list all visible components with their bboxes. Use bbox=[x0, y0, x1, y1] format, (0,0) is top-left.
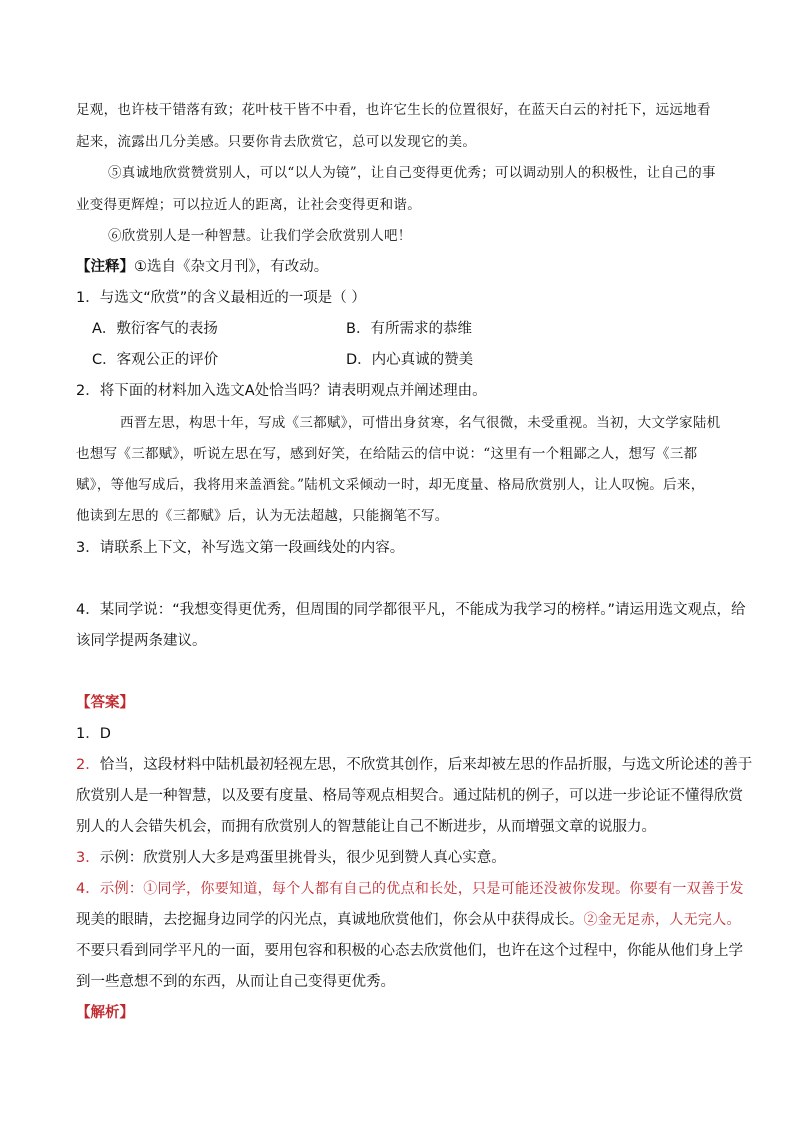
note bbox=[76, 260, 328, 275]
question-1-option-a: A．敷衍客气的表扬 bbox=[92, 321, 218, 337]
question-3-stem: 3．请联系上下文，补写选文第一段画线处的内容。 bbox=[76, 540, 405, 556]
question-1-option-c: C．客观公正的评价 bbox=[92, 352, 219, 368]
answer-2-line-1 bbox=[76, 758, 752, 773]
answer-2-line-3: 别人的人会错失机会，而拥有欣赏别人的智慧能让自己不断进步，从而增强文章的说服力。 bbox=[76, 819, 656, 835]
analysis-heading: 【解析】 bbox=[76, 1005, 134, 1021]
question-1-option-d: D．内心真诚的赞美 bbox=[346, 352, 474, 368]
question-4-stem-line-1: 4．某同学说：“我想变得更优秀，但周围的同学都很平凡，不能成为我学习的榜样。”请运用选文观点，给 bbox=[76, 602, 746, 618]
answer-2-number: 2． bbox=[76, 757, 100, 773]
question-2-stem: 2．将下面的材料加入选文A处恰当吗？请表明观点并阐述理由。 bbox=[76, 383, 487, 399]
answer-4-line-2-text: 现美的眼睛，去挖掘身边同学的闪光点，真诚地欣赏他们，你会从中获得成长。 bbox=[76, 912, 584, 928]
answer-4-line-4: 到一些意想不到的东西，从而让自己变得更优秀。 bbox=[76, 974, 395, 990]
question-2-material-line-3: 赋》，等他写成后，我将用来盖酒瓮。”陆机文采倾动一时，却无度量、格局欣赏别人，让人叹惋。后来， bbox=[76, 477, 705, 493]
question-2-material-line-1: 西晋左思，构思十年，写成《三都赋》，可惜出身贫寒，名气很微，未受重视。当初，大文学家陆机 bbox=[120, 415, 721, 431]
question-1-stem: 1．与选文“欣赏”的含义最相近的一项是（ ） bbox=[76, 290, 366, 306]
answer-1: 1．D bbox=[76, 726, 111, 742]
answer-4-line-1-text: ①同学，你要知道，每个人都有自己的优点和长处，只是可能还没被你发现。你要有一双善于发 bbox=[143, 881, 744, 897]
question-2-material-line-4: 他读到左思的《三都赋》后，认为无法超越，只能搁笔不写。 bbox=[76, 508, 449, 524]
question-2-material-line-2: 也想写《三都赋》，听说左思在写，感到好笑，在给陆云的信中说：“这里有一个粗鄙之人，想写《三都 bbox=[76, 446, 698, 462]
passage-paragraph-6: ⑥欣赏别人是一种智慧。让我们学会欣赏别人吧！ bbox=[108, 228, 412, 244]
answer-3-text: 示例：欣赏别人大多是鸡蛋里挑骨头，很少见到赞人真心实意。 bbox=[99, 850, 506, 866]
passage-paragraph-5-line-1: ⑤真诚地欣赏赞赏别人，可以“以人为镜”，让自己变得更优秀；可以调动别人的积极性，让自己的事 bbox=[108, 165, 716, 181]
answer-4-line-1 bbox=[76, 882, 744, 897]
note-text: ①选自《杂文月刊》，有改动。 bbox=[134, 259, 329, 275]
passage-paragraph-5-line-2: 业变得更辉煌；可以拉近人的距离，让社会变得更和谐。 bbox=[76, 197, 421, 213]
passage-paragraph-4-line-1: 足观，也许枝干错落有致；花叶枝干皆不中看，也许它生长的位置很好，在蓝天白云的衬托下，远远地看 bbox=[76, 102, 711, 118]
answer-4-line-2 bbox=[76, 913, 741, 928]
answer-4-prefix: 4．示例： bbox=[76, 881, 144, 897]
question-1-option-b: B．有所需求的恭维 bbox=[346, 321, 472, 337]
answer-2-line-2: 欣赏别人是一种智慧，以及要有度量、格局等观点相契合。通过陆机的例子，可以进一步论证不懂得欣赏 bbox=[76, 788, 743, 804]
answer-2-line-1-text: 恰当，这段材料中陆机最初轻视左思，不欣赏其创作，后来却被左思的作品折服，与选文所论述的善于 bbox=[99, 757, 753, 773]
question-4-stem-line-2: 该同学提两条建议。 bbox=[76, 633, 207, 649]
note-label: 【注释】 bbox=[76, 259, 134, 275]
answer-4-line-2-red-text: ②金无足赤，人无完人。 bbox=[583, 912, 741, 928]
answer-4-line-3: 不要只看到同学平凡的一面，要用包容和积极的心态去欣赏他们，也许在这个过程中，你能从他们身上学 bbox=[76, 943, 743, 959]
answer-3 bbox=[76, 851, 506, 866]
passage-paragraph-4-line-2: 起来，流露出几分美感。只要你肯去欣赏它，总可以发现它的美。 bbox=[76, 134, 477, 150]
answers-heading: 【答案】 bbox=[76, 695, 134, 711]
answer-3-number: 3． bbox=[76, 850, 100, 866]
